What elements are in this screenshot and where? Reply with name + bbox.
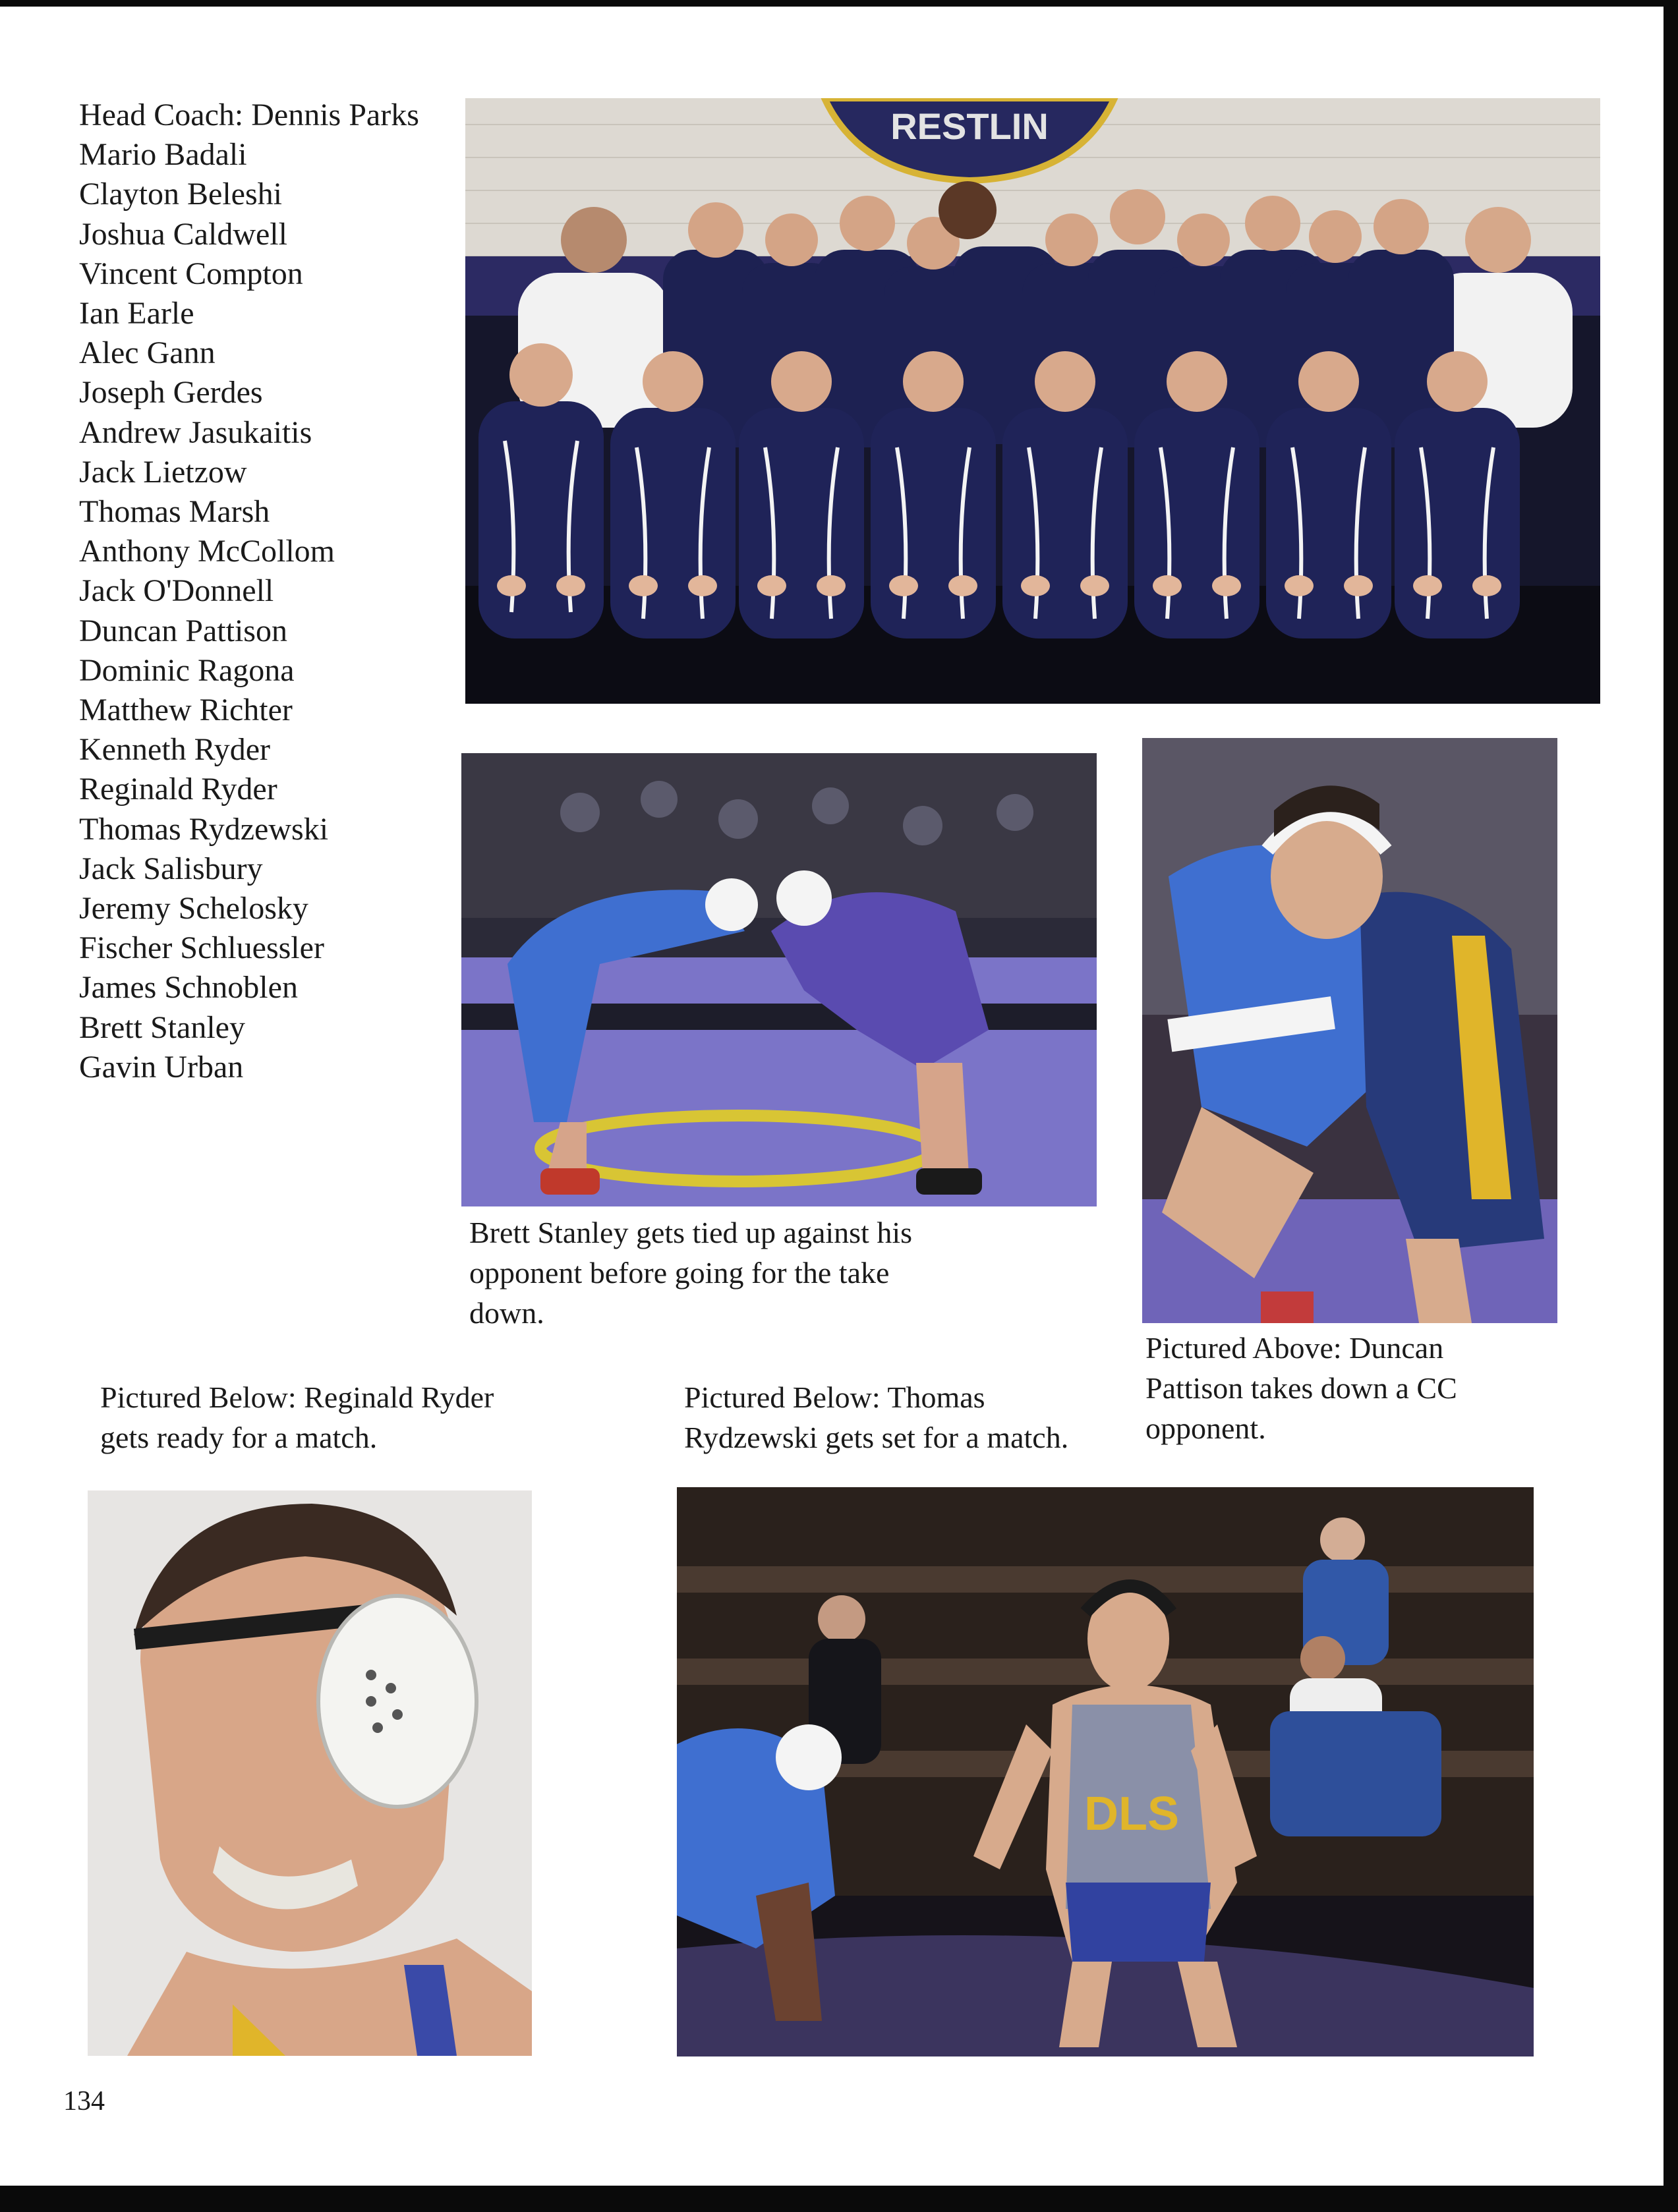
roster-item: Anthony McCollom (79, 534, 335, 569)
roster-item: Gavin Urban (79, 1049, 244, 1085)
roster-item: Head Coach: Dennis Parks (79, 98, 419, 132)
roster-item: Clayton Beleshi (79, 177, 282, 212)
roster-item: Fischer Schluessler (79, 930, 324, 966)
pattison-caption: Pictured Above: Duncan Pattison takes down a CC opponent. (1145, 1331, 1457, 1445)
roster-item: Joseph Gerdes (79, 375, 263, 411)
roster-item: Brett Stanley (79, 1009, 245, 1045)
roster-item: Ian Earle (79, 296, 194, 331)
team-photo (465, 98, 1600, 704)
roster-item: Dominic Ragona (79, 652, 295, 688)
reginald-caption: Pictured Below: Reginald Ryder gets ready for a match. (100, 1380, 494, 1454)
rydzewski-photo (677, 1487, 1534, 2056)
roster-item: Kenneth Ryder (79, 732, 270, 768)
team-banner-text: RESTLIN (890, 105, 1049, 147)
roster-item: Duncan Pattison (79, 613, 287, 648)
roster-item: James Schnoblen (79, 970, 298, 1006)
roster-item: Reginald Ryder (79, 772, 277, 807)
roster-item: Jeremy Schelosky (79, 891, 308, 926)
rydzewski-singlet-text: DLS (1084, 1788, 1179, 1840)
roster-item: Alec Gann (79, 335, 216, 371)
pattison-takedown-photo (1142, 738, 1557, 1323)
roster-item: Joshua Caldwell (79, 216, 287, 252)
scan-edge-top (0, 0, 1678, 7)
page-number: 134 (63, 2086, 105, 2116)
roster-item: Vincent Compton (79, 256, 303, 291)
roster-item: Jack O'Donnell (79, 573, 274, 609)
rydzewski-caption: Pictured Below: Thomas Rydzewski gets set for a match. (684, 1380, 1069, 1454)
scan-edge-right (1664, 0, 1678, 2212)
roster-item: Andrew Jasukaitis (79, 414, 312, 450)
roster-item: Jack Salisbury (79, 851, 263, 886)
stanley-caption: Brett Stanley gets tied up against his opponent before going for the take down. (469, 1216, 913, 1330)
stanley-tie-up-photo (461, 753, 1097, 1206)
roster-item: Thomas Marsh (79, 494, 270, 530)
team-roster (79, 96, 419, 1087)
roster-item: Mario Badali (79, 137, 247, 173)
reginald-ryder-photo (88, 1490, 532, 2056)
roster-item: Thomas Rydzewski (79, 811, 329, 847)
scan-edge-bottom (0, 2186, 1678, 2212)
roster-item: Matthew Richter (79, 693, 293, 728)
roster-item: Jack Lietzow (79, 454, 247, 490)
